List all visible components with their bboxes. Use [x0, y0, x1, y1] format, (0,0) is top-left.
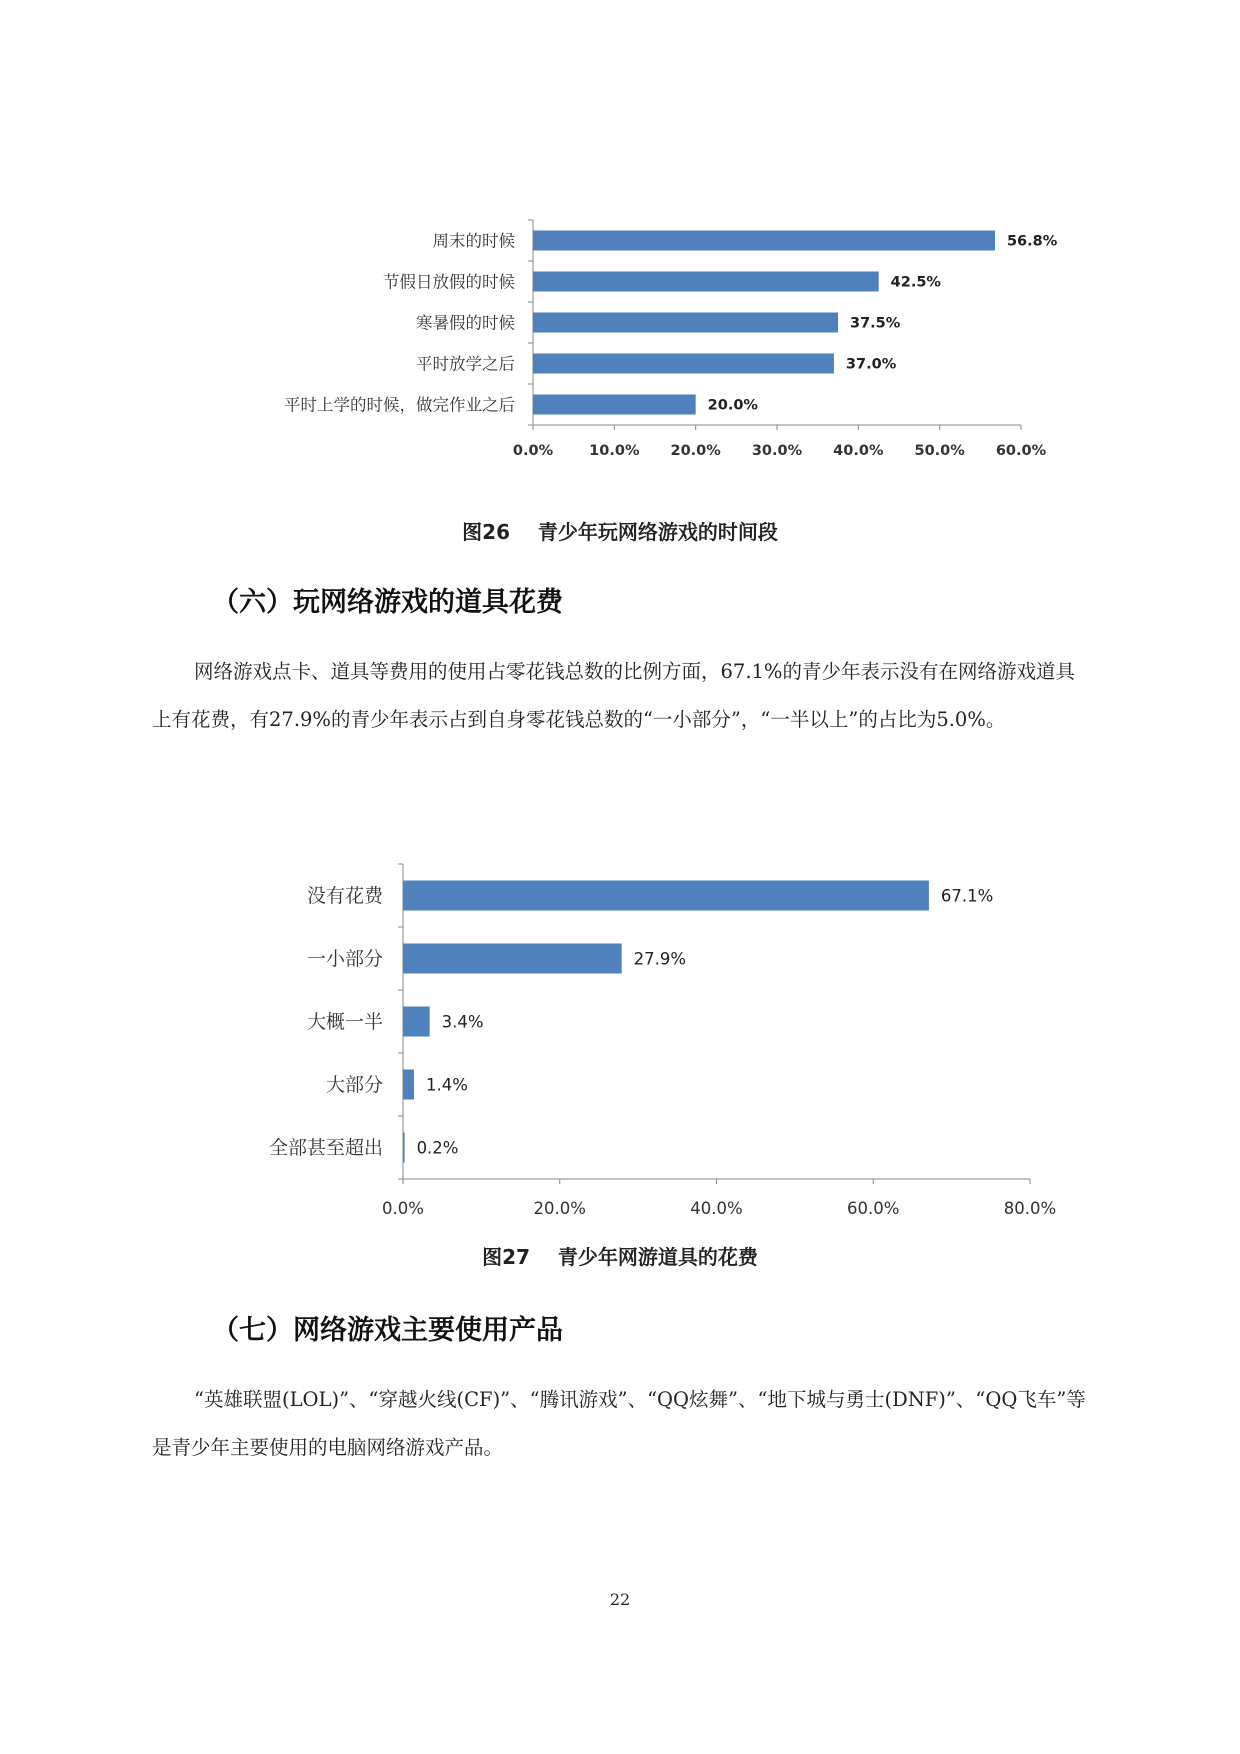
bar: [533, 231, 995, 251]
category-label: 周末的时候: [432, 231, 515, 251]
category-label: 节假日放假的时候: [383, 272, 515, 292]
page-number: 22: [609, 1590, 631, 1609]
bar: [403, 1070, 414, 1100]
chart-prop-spending: [0, 820, 1240, 1220]
x-tick-label: 20.0%: [533, 1199, 586, 1218]
data-label: 0.2%: [416, 1138, 459, 1158]
data-label: 20.0%: [707, 397, 758, 414]
data-label: 37.0%: [845, 356, 897, 373]
x-tick-label: 0.0%: [512, 443, 554, 459]
data-label: 27.9%: [633, 949, 687, 969]
x-tick-label: 60.0%: [995, 443, 1047, 459]
category-label: 一小部分: [306, 948, 383, 971]
figure27-caption: 图27 青少年网游道具的花费: [482, 1245, 758, 1269]
bar: [403, 944, 622, 974]
figure26-caption: 图26 青少年玩网络游戏的时间段: [462, 520, 778, 544]
section6-paragraph: 网络游戏点卡、道具等费用的使用占零花钱总数的比例方面，67.1%的青少年表示没有在网络游戏道具上有花费，有27.9%的青少年表示占到自身零花钱总数的“一小部分”，“一半以上”的占比为5.0%。: [152, 660, 1075, 731]
category-label: 平时上学的时候，做完作业之后: [284, 395, 515, 415]
category-label: 大概一半: [306, 1011, 383, 1034]
category-label: 寒暑假的时候: [416, 313, 515, 333]
chart-play-time: [0, 0, 1240, 470]
category-label: 全部甚至超出: [268, 1137, 383, 1160]
data-label: 42.5%: [890, 274, 941, 291]
bar: [533, 272, 879, 292]
x-tick-label: 30.0%: [751, 443, 803, 459]
x-tick-label: 10.0%: [589, 443, 640, 459]
x-tick-label: 60.0%: [847, 1199, 900, 1218]
data-label: 56.8%: [1006, 233, 1058, 250]
bar: [533, 354, 834, 374]
section6-heading: （六）玩网络游戏的道具花费: [212, 587, 563, 618]
bar: [533, 395, 696, 415]
x-tick-label: 40.0%: [690, 1199, 743, 1218]
category-label: 大部分: [325, 1074, 383, 1097]
section7-paragraph: “英雄联盟(LOL)”、“穿越火线(CF)”、“腾讯游戏”、“QQ炫舞”、“地下城与勇士(DNF)”、“QQ飞车”等是青少年主要使用的电脑网络游戏产品。: [152, 1388, 1086, 1459]
bar: [533, 313, 838, 333]
section7-heading: （七）网络游戏主要使用产品: [212, 1315, 563, 1346]
category-label: 平时放学之后: [416, 354, 515, 374]
data-label: 3.4%: [441, 1012, 484, 1032]
x-tick-label: 80.0%: [1003, 1199, 1057, 1218]
data-label: 67.1%: [940, 886, 994, 906]
bar: [403, 1133, 405, 1163]
x-tick-label: 40.0%: [833, 443, 884, 459]
bar: [403, 1007, 430, 1037]
x-tick-label: 50.0%: [914, 443, 965, 459]
x-tick-label: 20.0%: [670, 443, 721, 459]
x-tick-label: 0.0%: [382, 1199, 424, 1218]
data-label: 1.4%: [425, 1075, 468, 1095]
bar: [403, 881, 929, 911]
data-label: 37.5%: [850, 315, 901, 332]
category-label: 没有花费: [306, 885, 383, 908]
